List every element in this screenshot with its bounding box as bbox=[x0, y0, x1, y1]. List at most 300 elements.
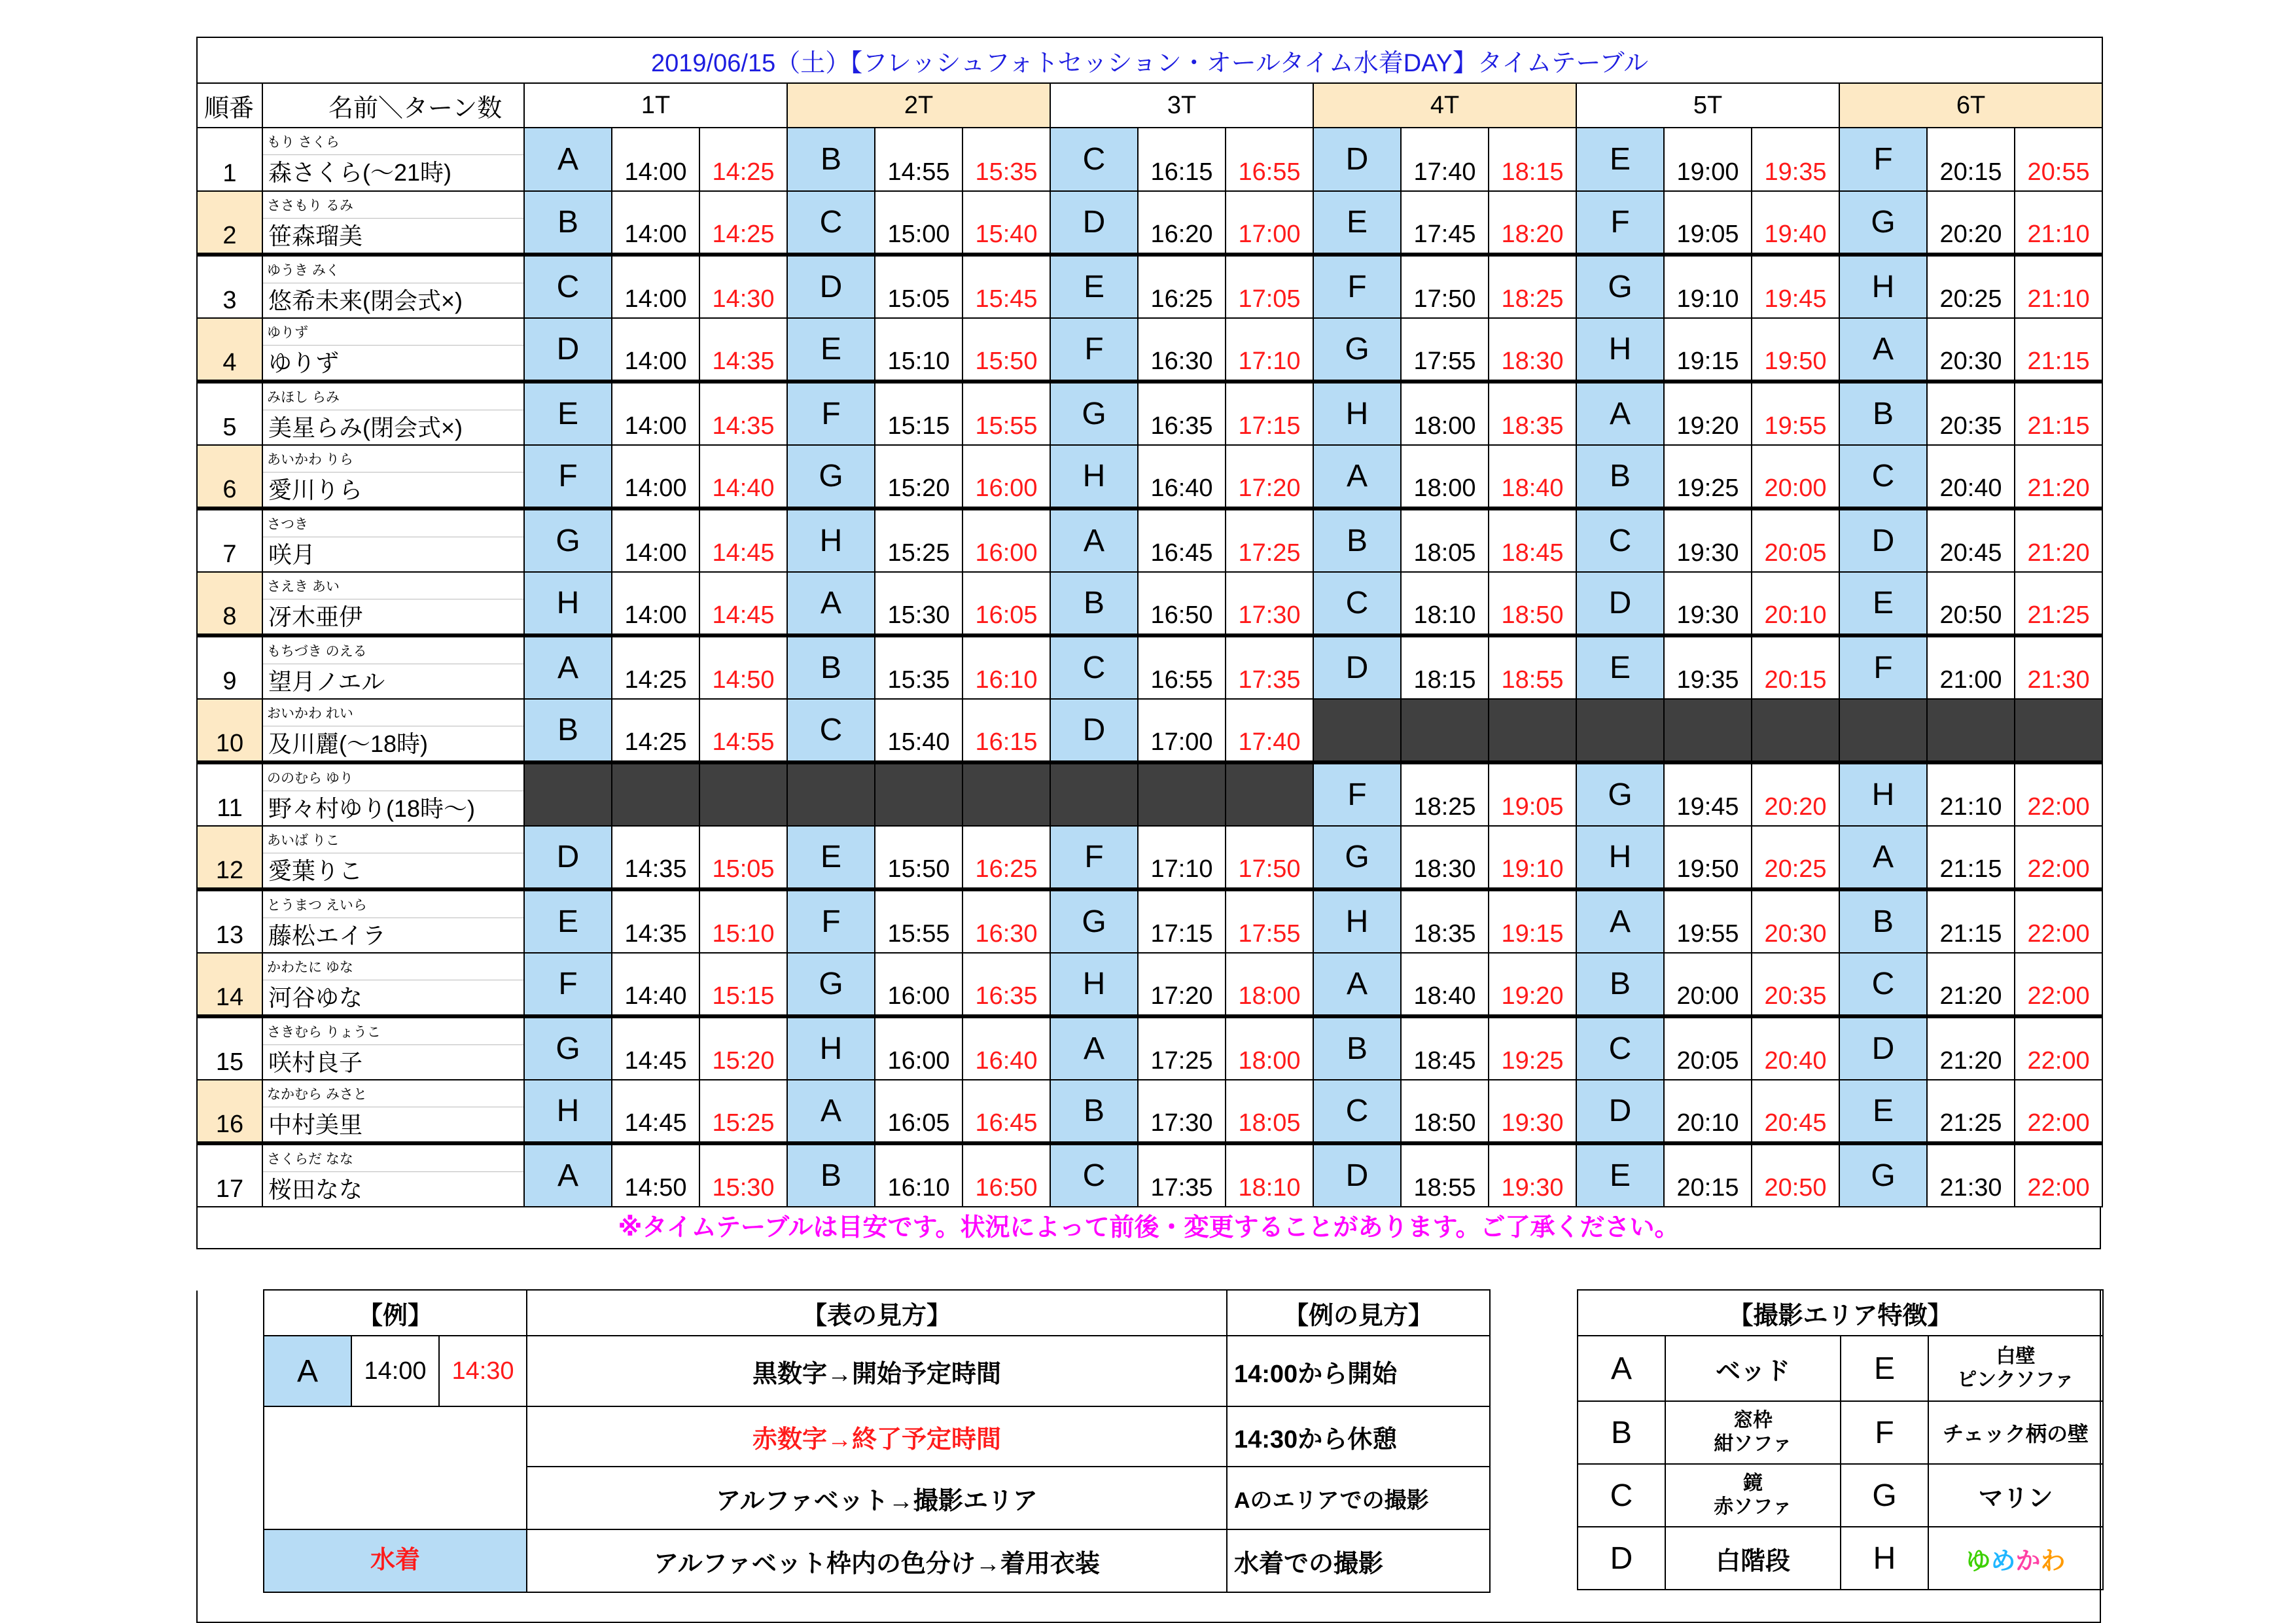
table-row bbox=[197, 572, 2102, 635]
area-cell: H bbox=[1313, 382, 1401, 445]
start-time: 14:00 bbox=[612, 318, 699, 382]
start-time: 15:40 bbox=[875, 699, 963, 762]
end-time: 20:50 bbox=[1752, 1143, 1839, 1207]
row-number: 17 bbox=[197, 1143, 262, 1207]
start-time: 17:30 bbox=[1138, 1080, 1226, 1143]
area-feature-table bbox=[1577, 1289, 2104, 1590]
start-time: 16:05 bbox=[875, 1080, 963, 1143]
end-time: 17:35 bbox=[1226, 635, 1313, 699]
area-cell: G bbox=[1576, 762, 1664, 826]
start-time: 14:00 bbox=[612, 572, 699, 635]
model-name: 咲月 bbox=[268, 541, 316, 568]
turn-header: 6T bbox=[1839, 83, 2102, 128]
area-cell: C bbox=[1576, 508, 1664, 572]
area-cell: A bbox=[1576, 382, 1664, 445]
start-time: 19:50 bbox=[1664, 826, 1752, 889]
unavailable-cell bbox=[524, 762, 612, 826]
row-number: 5 bbox=[197, 382, 262, 445]
area-feature: マリン bbox=[1928, 1464, 2103, 1527]
model-name-cell bbox=[262, 445, 524, 508]
end-time: 21:20 bbox=[2015, 445, 2102, 508]
unavailable-cell bbox=[1752, 699, 1839, 762]
area-feature-line: 窓枠 bbox=[1733, 1410, 1773, 1431]
end-time: 14:30 bbox=[699, 255, 787, 318]
start-time: 18:35 bbox=[1401, 889, 1489, 953]
unavailable-cell bbox=[699, 762, 787, 826]
start-time: 14:00 bbox=[612, 445, 699, 508]
start-time: 20:30 bbox=[1927, 318, 2015, 382]
row-number: 3 bbox=[197, 255, 262, 318]
start-time: 15:35 bbox=[875, 635, 963, 699]
turn-header: 2T bbox=[787, 83, 1050, 128]
start-time: 14:00 bbox=[612, 508, 699, 572]
start-time: 19:25 bbox=[1664, 445, 1752, 508]
end-time: 22:00 bbox=[2015, 1080, 2102, 1143]
area-feature bbox=[1665, 1464, 1841, 1527]
end-time: 20:10 bbox=[1752, 572, 1839, 635]
row-number: 9 bbox=[197, 635, 262, 699]
start-time: 19:30 bbox=[1664, 508, 1752, 572]
model-name: ゆりず bbox=[268, 349, 340, 376]
end-time: 20:30 bbox=[1752, 889, 1839, 953]
area-cell: H bbox=[1050, 445, 1138, 508]
furigana: あいば りこ bbox=[263, 827, 523, 853]
start-time: 14:45 bbox=[612, 1016, 699, 1080]
area-cell: F bbox=[1313, 255, 1401, 318]
end-time: 20:20 bbox=[1752, 762, 1839, 826]
area-cell: F bbox=[524, 445, 612, 508]
start-time: 21:20 bbox=[1927, 1016, 2015, 1080]
area-cell: E bbox=[524, 889, 612, 953]
end-time: 20:35 bbox=[1752, 953, 1839, 1016]
start-time: 18:55 bbox=[1401, 1143, 1489, 1207]
start-time: 14:00 bbox=[612, 191, 699, 255]
end-time: 16:05 bbox=[963, 572, 1050, 635]
area-cell: B bbox=[1576, 953, 1664, 1016]
end-time: 18:55 bbox=[1489, 635, 1576, 699]
end-time: 22:00 bbox=[2015, 953, 2102, 1016]
start-time: 20:10 bbox=[1664, 1080, 1752, 1143]
start-time: 14:35 bbox=[612, 826, 699, 889]
end-time: 16:45 bbox=[963, 1080, 1050, 1143]
end-time: 14:35 bbox=[699, 318, 787, 382]
end-time: 19:10 bbox=[1489, 826, 1576, 889]
model-name-cell bbox=[262, 572, 524, 635]
end-time: 17:40 bbox=[1226, 699, 1313, 762]
end-time: 19:55 bbox=[1752, 382, 1839, 445]
start-time: 20:05 bbox=[1664, 1016, 1752, 1080]
start-time: 18:15 bbox=[1401, 635, 1489, 699]
furigana: さきむら りょうこ bbox=[263, 1018, 523, 1045]
area-cell: F bbox=[1050, 318, 1138, 382]
area-cell: D bbox=[524, 826, 612, 889]
area-cell: D bbox=[1313, 128, 1401, 191]
meaning-costume: 水着での撮影 bbox=[1227, 1529, 1490, 1592]
end-time: 20:40 bbox=[1752, 1016, 1839, 1080]
area-cell: C bbox=[1576, 1016, 1664, 1080]
area-cell: B bbox=[524, 699, 612, 762]
end-time: 15:40 bbox=[963, 191, 1050, 255]
end-time: 17:10 bbox=[1226, 318, 1313, 382]
end-time: 18:00 bbox=[1226, 953, 1313, 1016]
model-name: 河谷ゆな bbox=[268, 984, 363, 1011]
area-cell: G bbox=[1050, 889, 1138, 953]
end-time: 14:25 bbox=[699, 128, 787, 191]
start-time: 16:45 bbox=[1138, 508, 1226, 572]
area-cell: H bbox=[1839, 762, 1927, 826]
start-time: 21:30 bbox=[1927, 1143, 2015, 1207]
start-time: 20:25 bbox=[1927, 255, 2015, 318]
start-time: 21:15 bbox=[1927, 889, 2015, 953]
unavailable-cell bbox=[1050, 762, 1138, 826]
start-time: 20:40 bbox=[1927, 445, 2015, 508]
area-code: B bbox=[1578, 1401, 1665, 1464]
area-cell: G bbox=[787, 445, 875, 508]
row-number: 11 bbox=[197, 762, 262, 826]
area-code: H bbox=[1841, 1527, 1928, 1590]
end-time: 19:50 bbox=[1752, 318, 1839, 382]
end-time: 15:25 bbox=[699, 1080, 787, 1143]
model-name-cell bbox=[262, 826, 524, 889]
area-cell: E bbox=[1576, 1143, 1664, 1207]
area-cell: D bbox=[1313, 635, 1401, 699]
area-cell: C bbox=[1839, 445, 1927, 508]
area-cell: C bbox=[1313, 1080, 1401, 1143]
start-time: 19:30 bbox=[1664, 572, 1752, 635]
area-cell: D bbox=[1313, 1143, 1401, 1207]
table-row bbox=[197, 1143, 2102, 1207]
order-header: 順番 bbox=[197, 83, 262, 128]
row-number: 14 bbox=[197, 953, 262, 1016]
end-time: 18:05 bbox=[1226, 1080, 1313, 1143]
area-cell: A bbox=[1576, 889, 1664, 953]
area-cell: A bbox=[524, 1143, 612, 1207]
furigana: ゆりず bbox=[263, 319, 523, 346]
model-name-cell bbox=[262, 889, 524, 953]
end-time: 15:05 bbox=[699, 826, 787, 889]
row-number: 6 bbox=[197, 445, 262, 508]
end-time: 15:55 bbox=[963, 382, 1050, 445]
end-time: 18:20 bbox=[1489, 191, 1576, 255]
start-time: 18:50 bbox=[1401, 1080, 1489, 1143]
timetable-sheet bbox=[196, 37, 2101, 1578]
area-feature-line: 赤ソファ bbox=[1714, 1496, 1792, 1518]
start-time: 21:10 bbox=[1927, 762, 2015, 826]
start-time: 16:15 bbox=[1138, 128, 1226, 191]
end-time: 19:40 bbox=[1752, 191, 1839, 255]
turn-header: 1T bbox=[524, 83, 787, 128]
area-cell: G bbox=[1576, 255, 1664, 318]
area-cell: H bbox=[1576, 318, 1664, 382]
end-time: 20:25 bbox=[1752, 826, 1839, 889]
area-code: G bbox=[1841, 1464, 1928, 1527]
area-cell: A bbox=[524, 635, 612, 699]
area-cell: B bbox=[1050, 572, 1138, 635]
furigana: かわたに ゆな bbox=[263, 954, 523, 980]
example-start-time: 14:00 bbox=[351, 1336, 439, 1406]
model-name: 望月ノエル bbox=[268, 668, 385, 695]
furigana: なかむら みさと bbox=[263, 1080, 523, 1107]
area-cell: F bbox=[1839, 128, 1927, 191]
row-number: 13 bbox=[197, 889, 262, 953]
start-time: 18:30 bbox=[1401, 826, 1489, 889]
table-row bbox=[197, 191, 2102, 255]
row-number: 4 bbox=[197, 318, 262, 382]
area-cell: F bbox=[524, 953, 612, 1016]
model-name-cell bbox=[262, 953, 524, 1016]
disclaimer-note: ※タイムテーブルは目安です。状況によって前後・変更することがあります。ご了承ください。 bbox=[196, 1207, 2101, 1249]
table-row bbox=[197, 762, 2102, 826]
model-name: 野々村ゆり(18時～) bbox=[268, 795, 476, 822]
start-time: 17:00 bbox=[1138, 699, 1226, 762]
area-cell: D bbox=[1050, 699, 1138, 762]
model-name-cell bbox=[262, 191, 524, 255]
table-row bbox=[197, 826, 2102, 889]
start-time: 16:30 bbox=[1138, 318, 1226, 382]
end-time: 16:40 bbox=[963, 1016, 1050, 1080]
end-time: 16:00 bbox=[963, 508, 1050, 572]
start-time: 21:20 bbox=[1927, 953, 2015, 1016]
end-time: 21:25 bbox=[2015, 572, 2102, 635]
start-time: 15:15 bbox=[875, 382, 963, 445]
start-time: 16:50 bbox=[1138, 572, 1226, 635]
table-row bbox=[197, 382, 2102, 445]
area-cell: E bbox=[1576, 635, 1664, 699]
swimsuit-legend: 水着 bbox=[264, 1529, 527, 1592]
end-time: 22:00 bbox=[2015, 889, 2102, 953]
rainbow-char: か bbox=[2015, 1547, 2041, 1575]
end-time: 18:00 bbox=[1226, 1016, 1313, 1080]
start-time: 14:25 bbox=[612, 635, 699, 699]
start-time: 14:35 bbox=[612, 889, 699, 953]
row-number: 12 bbox=[197, 826, 262, 889]
turn-header: 3T bbox=[1050, 83, 1313, 128]
model-name-cell bbox=[262, 1080, 524, 1143]
model-name: 藤松エイラ bbox=[268, 922, 387, 949]
start-time: 14:00 bbox=[612, 128, 699, 191]
model-name: 美星らみ(閉会式×) bbox=[268, 414, 463, 441]
area-cell: C bbox=[1313, 572, 1401, 635]
start-time: 15:05 bbox=[875, 255, 963, 318]
table-row bbox=[197, 445, 2102, 508]
area-cell: G bbox=[1313, 826, 1401, 889]
area-cell: H bbox=[1576, 826, 1664, 889]
how-costume: アルファベット枠内の色分け→着用衣装 bbox=[527, 1529, 1227, 1592]
start-time: 15:00 bbox=[875, 191, 963, 255]
end-time: 14:45 bbox=[699, 572, 787, 635]
rainbow-char: ゆ bbox=[1966, 1547, 1991, 1575]
area-cell: B bbox=[787, 128, 875, 191]
area-cell: D bbox=[1576, 1080, 1664, 1143]
start-time: 20:00 bbox=[1664, 953, 1752, 1016]
header-row bbox=[197, 83, 2102, 128]
unavailable-cell bbox=[1401, 699, 1489, 762]
area-cell: G bbox=[524, 508, 612, 572]
end-time: 15:30 bbox=[699, 1143, 787, 1207]
area-cell: F bbox=[1576, 191, 1664, 255]
meaning-area: Aのエリアでの撮影 bbox=[1227, 1467, 1490, 1529]
end-time: 16:15 bbox=[963, 699, 1050, 762]
area-cell: E bbox=[524, 382, 612, 445]
model-name-cell bbox=[262, 762, 524, 826]
end-time: 17:00 bbox=[1226, 191, 1313, 255]
table-row bbox=[197, 953, 2102, 1016]
area-cell: H bbox=[1050, 953, 1138, 1016]
end-time: 19:20 bbox=[1489, 953, 1576, 1016]
start-time: 16:35 bbox=[1138, 382, 1226, 445]
how-end-time: 赤数字→終了予定時間 bbox=[527, 1406, 1227, 1467]
table-row bbox=[197, 699, 2102, 762]
unavailable-cell bbox=[787, 762, 875, 826]
end-time: 16:55 bbox=[1226, 128, 1313, 191]
end-time: 19:05 bbox=[1489, 762, 1576, 826]
end-time: 21:20 bbox=[2015, 508, 2102, 572]
furigana: おいかわ れい bbox=[263, 700, 523, 726]
start-time: 17:45 bbox=[1401, 191, 1489, 255]
area-cell: D bbox=[524, 318, 612, 382]
start-time: 18:10 bbox=[1401, 572, 1489, 635]
example-header: 【例】 bbox=[264, 1290, 527, 1336]
model-name: 笹森瑠美 bbox=[268, 223, 363, 249]
area-cell: F bbox=[1313, 762, 1401, 826]
end-time: 15:45 bbox=[963, 255, 1050, 318]
timetable bbox=[196, 37, 2103, 1207]
row-number: 10 bbox=[197, 699, 262, 762]
start-time: 17:25 bbox=[1138, 1016, 1226, 1080]
legend-panel bbox=[196, 1291, 2101, 1623]
end-time: 19:15 bbox=[1489, 889, 1576, 953]
model-name: 中村美里 bbox=[268, 1111, 363, 1138]
area-cell: B bbox=[1839, 382, 1927, 445]
unavailable-cell bbox=[1664, 699, 1752, 762]
start-time: 21:25 bbox=[1927, 1080, 2015, 1143]
start-time: 20:15 bbox=[1927, 128, 2015, 191]
start-time: 18:00 bbox=[1401, 445, 1489, 508]
model-name: 愛葉りこ bbox=[268, 857, 363, 884]
area-cell: H bbox=[524, 572, 612, 635]
start-time: 14:00 bbox=[612, 382, 699, 445]
area-cell: A bbox=[1050, 1016, 1138, 1080]
end-time: 15:35 bbox=[963, 128, 1050, 191]
area-code: A bbox=[1578, 1336, 1665, 1401]
model-name-cell bbox=[262, 255, 524, 318]
unavailable-cell bbox=[963, 762, 1050, 826]
start-time: 15:25 bbox=[875, 508, 963, 572]
row-number: 8 bbox=[197, 572, 262, 635]
area-cell: H bbox=[1313, 889, 1401, 953]
furigana: あいかわ りら bbox=[263, 446, 523, 473]
area-cell: G bbox=[1313, 318, 1401, 382]
area-cell: B bbox=[787, 1143, 875, 1207]
meaning-start-time: 14:00から開始 bbox=[1227, 1336, 1490, 1406]
end-time: 18:30 bbox=[1489, 318, 1576, 382]
end-time: 16:35 bbox=[963, 953, 1050, 1016]
area-cell: E bbox=[787, 826, 875, 889]
area-cell: B bbox=[1313, 1016, 1401, 1080]
how-start-time: 黒数字→開始予定時間 bbox=[527, 1336, 1227, 1406]
unavailable-cell bbox=[1576, 699, 1664, 762]
area-cell: E bbox=[787, 318, 875, 382]
start-time: 16:40 bbox=[1138, 445, 1226, 508]
furigana: もちづき のえる bbox=[263, 637, 523, 664]
row-number: 16 bbox=[197, 1080, 262, 1143]
unavailable-cell bbox=[1226, 762, 1313, 826]
area-cell: A bbox=[1313, 953, 1401, 1016]
start-time: 20:35 bbox=[1927, 382, 2015, 445]
example-end-time: 14:30 bbox=[439, 1336, 527, 1406]
area-feature-line: 鏡 bbox=[1743, 1472, 1763, 1494]
area-cell: D bbox=[1576, 572, 1664, 635]
start-time: 18:25 bbox=[1401, 762, 1489, 826]
end-time: 17:15 bbox=[1226, 382, 1313, 445]
end-time: 20:45 bbox=[1752, 1080, 1839, 1143]
end-time: 14:50 bbox=[699, 635, 787, 699]
end-time: 18:25 bbox=[1489, 255, 1576, 318]
unavailable-cell bbox=[2015, 699, 2102, 762]
start-time: 18:00 bbox=[1401, 382, 1489, 445]
model-name-cell bbox=[262, 1143, 524, 1207]
start-time: 19:20 bbox=[1664, 382, 1752, 445]
table-row bbox=[197, 255, 2102, 318]
end-time: 15:50 bbox=[963, 318, 1050, 382]
table-row bbox=[197, 889, 2102, 953]
area-cell: C bbox=[1050, 1143, 1138, 1207]
area-cell: C bbox=[787, 699, 875, 762]
meaning-end-time: 14:30から休憩 bbox=[1227, 1406, 1490, 1467]
area-cell: F bbox=[1050, 826, 1138, 889]
start-time: 15:50 bbox=[875, 826, 963, 889]
area-cell: B bbox=[1050, 1080, 1138, 1143]
furigana: みほし らみ bbox=[263, 383, 523, 410]
furigana: もり さくら bbox=[263, 128, 523, 155]
table-row bbox=[197, 508, 2102, 572]
unavailable-cell bbox=[612, 762, 699, 826]
area-code: C bbox=[1578, 1464, 1665, 1527]
model-name-cell bbox=[262, 699, 524, 762]
start-time: 19:55 bbox=[1664, 889, 1752, 953]
area-feature-rainbow bbox=[1928, 1527, 2103, 1590]
start-time: 16:25 bbox=[1138, 255, 1226, 318]
start-time: 20:45 bbox=[1927, 508, 2015, 572]
area-cell: F bbox=[787, 382, 875, 445]
end-time: 21:15 bbox=[2015, 382, 2102, 445]
area-cell: B bbox=[524, 191, 612, 255]
model-name: 悠希未来(閉会式×) bbox=[268, 287, 463, 314]
area-cell: C bbox=[1839, 953, 1927, 1016]
start-time: 16:00 bbox=[875, 953, 963, 1016]
row-number: 1 bbox=[197, 128, 262, 191]
end-time: 15:10 bbox=[699, 889, 787, 953]
end-time: 16:10 bbox=[963, 635, 1050, 699]
end-time: 17:20 bbox=[1226, 445, 1313, 508]
area-cell: H bbox=[787, 508, 875, 572]
end-time: 20:05 bbox=[1752, 508, 1839, 572]
model-name: 桜田なな bbox=[268, 1176, 363, 1203]
area-cell: G bbox=[1839, 191, 1927, 255]
page-title: 2019/06/15（土）【フレッシュフォトセッション・オールタイム水着DAY】タイムテーブル bbox=[197, 37, 2102, 83]
start-time: 19:35 bbox=[1664, 635, 1752, 699]
end-time: 14:55 bbox=[699, 699, 787, 762]
start-time: 15:55 bbox=[875, 889, 963, 953]
area-feature: チェック柄の壁 bbox=[1928, 1401, 2103, 1464]
start-time: 14:40 bbox=[612, 953, 699, 1016]
area-cell: E bbox=[1576, 128, 1664, 191]
area-cell: B bbox=[787, 635, 875, 699]
start-time: 14:25 bbox=[612, 699, 699, 762]
model-name: 及川麗(～18時) bbox=[268, 730, 429, 757]
model-name: 咲村良子 bbox=[268, 1049, 363, 1076]
area-cell: A bbox=[1313, 445, 1401, 508]
